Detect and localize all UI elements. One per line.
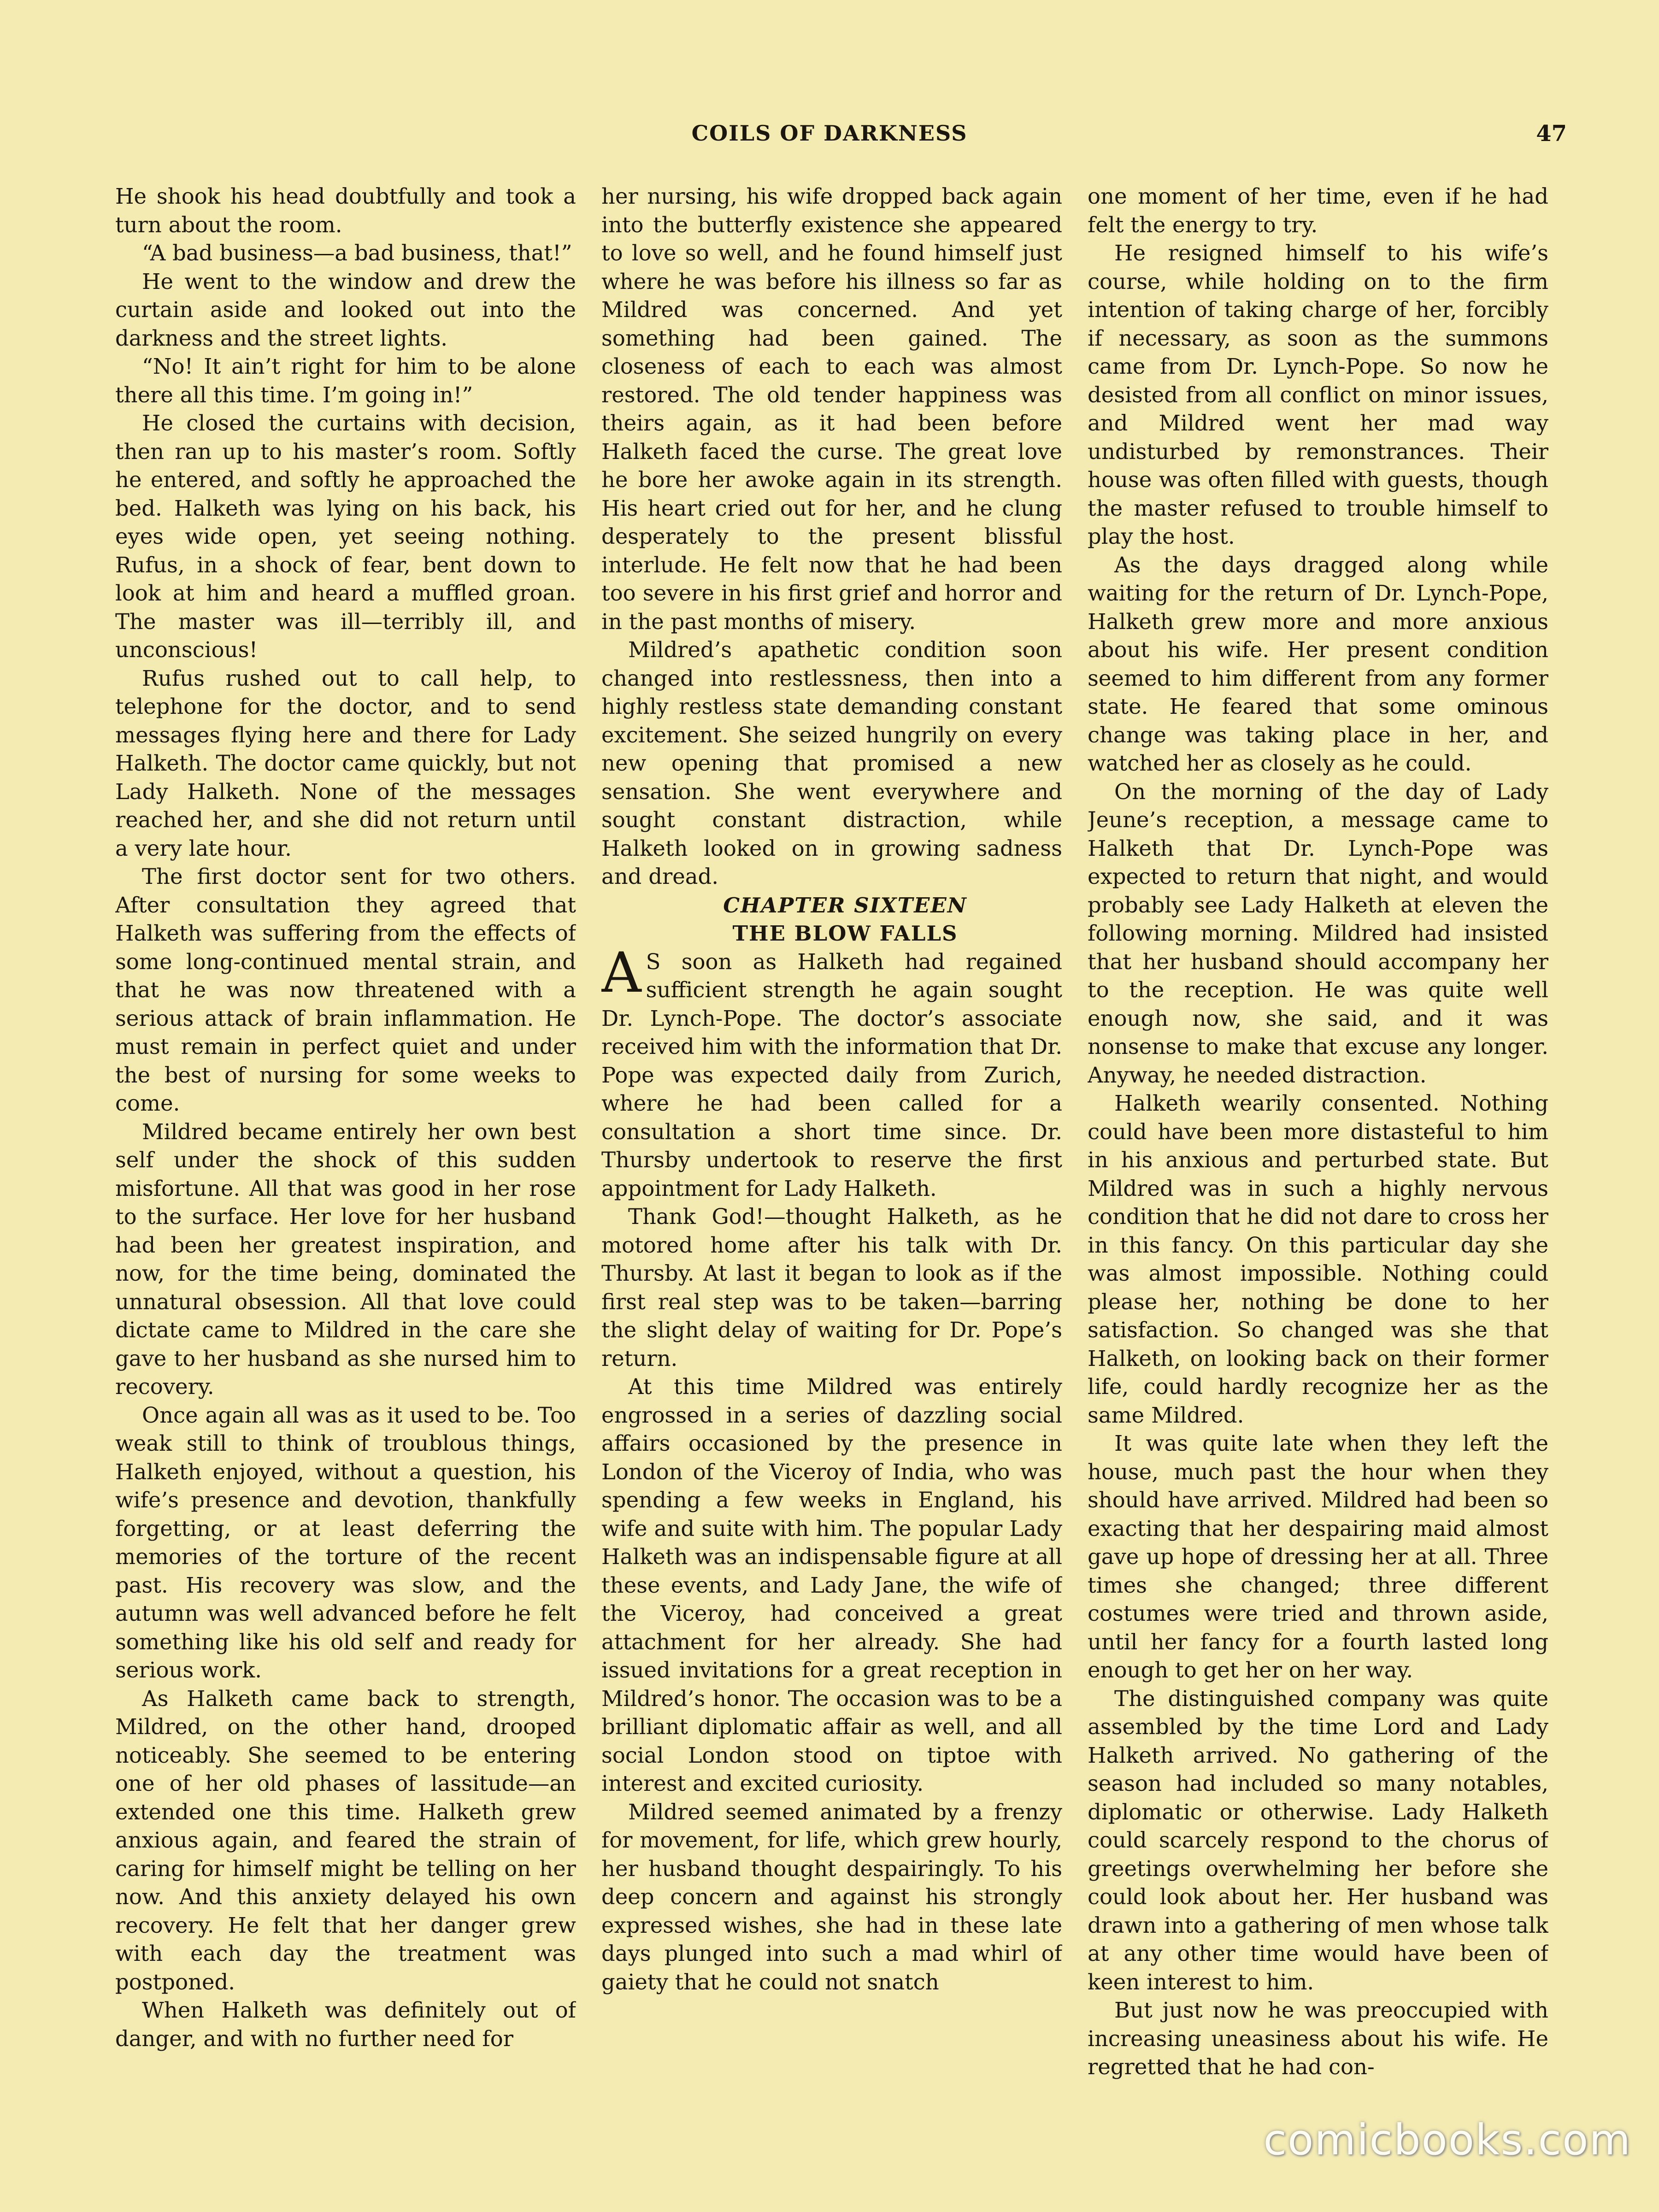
paragraph: As Halketh came back to strength, Mildred, on the other hand, drooped noticeably. She seemed to be entering one of her old phases of lassitude—an extended one this time. Halketh grew anxious again, and feared the strain of caring for himself might be telling on her now. And this anxiety delayed his own recovery. He felt that her danger grew with each day the treatment was postponed.	[115, 1686, 576, 1994]
site-watermark: comicbooks.com	[1263, 2115, 1631, 2165]
paragraph: It was quite late when they left the house, much past the hour when they should have arrived. Mildred had been so exacting that her despairing maid almost gave up hope of dressing her at all. Three times she changed; three different costumes were tried and thrown aside, until her fancy for a fourth lasted long enough to get her on her way.	[1088, 1431, 1548, 1683]
paragraph: He resigned himself to his wife’s course, while holding on to the firm intention of taking charge of her, forcibly if necessary, as soon as the summons came from Dr. Lynch-Pope. So now he desisted from all conflict on minor issues, and Mildred went her mad way undisturbed by remonstrances. Their house was often filled with guests, though the master refused to trouble himself to play the host.	[1088, 241, 1548, 549]
text-column-3	[1088, 182, 1548, 2109]
drop-cap: A	[601, 941, 641, 1005]
paragraph: Mildred’s apathetic condition soon changed into restlessness, then into a highly restless state demanding constant excitement. She seized hungrily on every new opening that promised a new sensation. She went everywhere and sought constant distraction, while Halketh looked on in growing sadness and dread.	[601, 637, 1062, 889]
paragraph: Halketh wearily consented. Nothing could have been more distasteful to him in his anxious and perturbed state. But Mildred was in such a highly nervous condition that he did not dare to cross her in this fancy. On this particular day she was almost impossible. Nothing could please her, nothing be done to her satisfaction. So changed was she that Halketh, on looking back on their former life, could hardly recognize her as the same Mildred.	[1088, 1091, 1548, 1428]
paragraph: Mildred became entirely her own best self under the shock of this sudden misfortune. All that was good in her rose to the surface. Her love for her husband had been her greatest inspiration, and now, for the time being, dominated the unnatural obsession. All that love could dictate came to Mildred in the care she gave to her husband as she nursed him to recovery.	[115, 1119, 576, 1399]
paragraph: But just now he was preoccupied with increasing uneasiness about his wife. He regretted that he had con-	[1088, 1998, 1548, 2079]
paragraph: As the days dragged along while waiting for the return of Dr. Lynch-Pope, Halketh grew more and more anxious about his wife. Her present condition seemed to him different from any former state. He feared that some ominous change was taking place in her, and watched her as closely as he could.	[1088, 552, 1548, 776]
paragraph-text: S soon as Halketh had regained sufficient strength he again sought Dr. Lynch-Pope. The doctor’s associate received him with the information that Dr. Pope was expected daily from Zurich, where he had been called for a consultation a short time since. Dr. Thursby undertook to reserve the first appointment for Lady Halketh.	[601, 949, 1062, 1201]
paragraph: On the morning of the day of Lady Jeune’s reception, a message came to Halketh that Dr. Lynch-Pope was expected to return that night, and would probably see Lady Halketh at eleven the following morning. Mildred had insisted that her husband should accompany her to the reception. He was quite well enough now, she said, and it was nonsense to make that excuse any longer. Anyway, he needed distraction.	[1088, 779, 1548, 1088]
paragraph: “A bad business—a bad business, that!”	[142, 241, 572, 265]
chapter-opening-paragraph	[601, 941, 1062, 1203]
text-column-1	[115, 182, 576, 2109]
paragraph: “No! It ain’t right for him to be alone there all this time. I’m going in!”	[115, 354, 576, 407]
chapter-heading: CHAPTER SIXTEEN	[723, 893, 967, 918]
paragraph: He closed the curtains with decision, then ran up to his master’s room. Softly he entered, and softly he approached the bed. Halketh was lying on his back, his eyes wide open, yet seeing nothing. Rufus, in a shock of fear, bent down to look at him and heard a muffled groan. The master was ill—terribly ill, and unconscious!	[115, 411, 576, 662]
chapter-title: THE BLOW FALLS	[732, 921, 958, 946]
paragraph: When Halketh was definitely out of danger, and with no further need for	[115, 1998, 576, 2051]
paragraph: one moment of her time, even if he had felt the energy to try.	[1088, 184, 1548, 237]
text-column-2	[601, 182, 1062, 2109]
paragraph: Mildred seemed animated by a frenzy for movement, for life, which grew hourly, her husband thought despairingly. To his deep concern and against his strongly expressed wishes, she had in these late days plunged into such a mad whirl of gaiety that he could not snatch	[601, 1799, 1062, 1994]
paragraph: The distinguished company was quite assembled by the time Lord and Lady Halketh arrived. No gathering of the season had included so many notables, diplomatic or otherwise. Lady Halketh could scarcely respond to the chorus of greetings overwhelming her before she could look about her. Her husband was drawn into a gathering of men whose talk at any other time would have been of keen interest to him.	[1088, 1686, 1548, 1994]
paragraph: her nursing, his wife dropped back again into the butterfly existence she appeared to love so well, and he found himself just where he was before his illness so far as Mildred was concerned. And yet something had been gained. The closeness of each to each was almost restored. The old tender happiness was theirs again, as it had been before Halketh faced the curse. The great love he bore her awoke again in its strength. His heart cried out for her, and he clung desperately to the present blissful interlude. He felt now that he had been too severe in his first grief and horror and in the past months of misery.	[601, 184, 1062, 634]
paragraph: He shook his head doubtfully and took a turn about the room.	[115, 184, 576, 237]
running-header-title: COILS OF DARKNESS	[691, 121, 968, 146]
page-number: 47	[1536, 121, 1567, 147]
paragraph: Rufus rushed out to call help, to telephone for the doctor, and to send messages flying here and there for Lady Halketh. The doctor came quickly, but not Lady Halketh. None of the messages reached her, and she did not return until a very late hour.	[115, 665, 576, 861]
paragraph: At this time Mildred was entirely engrossed in a series of dazzling social affairs occasioned by the presence in London of the Viceroy of India, who was spending a few weeks in England, his wife and suite with him. The popular Lady Halketh was an indispensable figure at all these events, and Lady Jane, the wife of the Viceroy, had conceived a great attachment for her already. She had issued invitations for a great reception in Mildred’s honor. The occasion was to be a brilliant diplomatic affair as well, and all social London stood on tiptoe with interest and excited curiosity.	[601, 1374, 1062, 1796]
paragraph: He went to the window and drew the curtain aside and looked out into the darkness and the street lights.	[115, 269, 576, 351]
paragraph: Thank God!—thought Halketh, as he motored home after his talk with Dr. Thursby. At last it began to look as if the first real step was to be taken—barring the slight delay of waiting for Dr. Pope’s return.	[601, 1204, 1062, 1371]
paragraph: The first doctor sent for two others. After consultation they agreed that Halketh was suffering from the effects of some long-continued mental strain, and that he was now threatened with a serious attack of brain inflammation. He must remain in perfect quiet and under the best of nursing for some weeks to come.	[115, 864, 576, 1116]
paragraph: Once again all was as it used to be. Too weak still to think of troublous things, Halketh enjoyed, without a question, his wife’s presence and devotion, thankfully forgetting, or at least deferring the memories of the torture of the recent past. His recovery was slow, and the autumn was well advanced before he felt something like his old self and ready for serious work.	[115, 1402, 576, 1683]
